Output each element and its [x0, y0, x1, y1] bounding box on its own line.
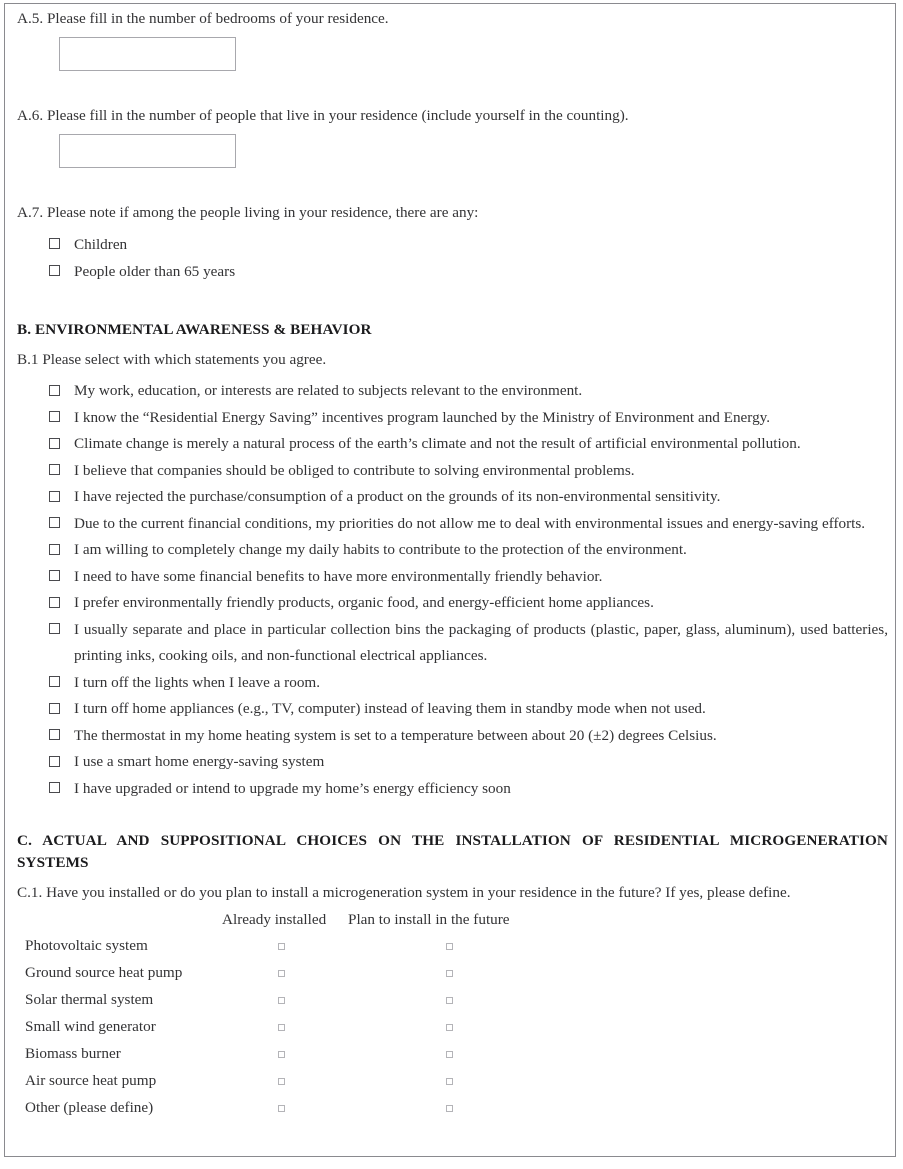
column-header-already-installed: Already installed	[222, 911, 327, 928]
row-label: Biomass burner	[25, 1045, 121, 1062]
spacer	[17, 223, 888, 231]
list-item[interactable]	[17, 776, 888, 803]
checkbox-icon-plan-to-install[interactable]	[446, 1051, 453, 1058]
checkbox-icon[interactable]	[49, 517, 60, 528]
checkbox-icon-plan-to-install[interactable]	[446, 1024, 453, 1031]
checkbox-icon[interactable]	[49, 676, 60, 687]
spacer	[17, 903, 888, 911]
household-size-input[interactable]	[59, 134, 236, 168]
list-item[interactable]	[17, 537, 888, 564]
spacer	[17, 71, 888, 105]
checkbox-icon-plan-to-install[interactable]	[446, 970, 453, 977]
option-label: Children	[74, 236, 128, 253]
row-label: Air source heat pump	[25, 1072, 157, 1089]
list-item[interactable]	[17, 511, 888, 538]
checkbox-icon[interactable]	[49, 238, 60, 249]
section-b-heading: B. ENVIRONMENTAL AWARENESS & BEHAVIOR	[17, 321, 372, 338]
list-item[interactable]	[17, 590, 888, 617]
row-label: Photovoltaic system	[25, 937, 148, 954]
statement-text: I turn off the lights when I leave a room.	[74, 673, 321, 691]
spacer	[17, 285, 888, 319]
spacer	[17, 29, 888, 37]
checkbox-icon[interactable]	[49, 464, 60, 475]
checkbox-icon[interactable]	[49, 782, 60, 793]
statement-text: The thermostat in my home heating system is set to a temperature between about 20 (±2) degrees Celsius.	[74, 726, 717, 744]
statement-text: I prefer environmentally friendly products, organic food, and energy-efficient home appliances.	[74, 594, 654, 611]
b1-statement-list	[17, 378, 888, 802]
checkbox-icon-already-installed[interactable]	[278, 997, 285, 1004]
table-row	[17, 989, 888, 1016]
statement-text: I turn off home appliances (e.g., TV, computer) instead of leaving them in standby mode when not used.	[74, 700, 706, 717]
checkbox-icon[interactable]	[49, 265, 60, 276]
bedrooms-input[interactable]	[59, 37, 236, 71]
column-header-plan-to-install: Plan to install in the future	[348, 911, 510, 928]
row-label: Ground source heat pump	[25, 964, 183, 981]
checkbox-icon[interactable]	[49, 623, 60, 634]
table-row	[17, 962, 888, 989]
list-item[interactable]	[17, 405, 888, 432]
list-item[interactable]	[17, 723, 888, 750]
checkbox-icon[interactable]	[49, 544, 60, 555]
checkbox-icon-plan-to-install[interactable]	[446, 997, 453, 1004]
statement-text: I have upgraded or intend to upgrade my home’s energy efficiency soon	[74, 779, 511, 797]
spacer	[17, 126, 888, 134]
checkbox-icon[interactable]	[49, 597, 60, 608]
checkbox-icon-plan-to-install[interactable]	[446, 1105, 453, 1112]
checkbox-option-children[interactable]	[17, 231, 888, 258]
question-a6-label: A.6. Please fill in the number of people that live in your residence (include yourself in the counting).	[17, 107, 629, 124]
question-b1-label: B.1 Please select with which statements you agree.	[17, 351, 327, 368]
list-item[interactable]	[17, 670, 888, 697]
question-a7-label: A.7. Please note if among the people living in your residence, there are any:	[17, 204, 479, 221]
matrix-column-headers	[17, 911, 888, 935]
spacer	[17, 168, 888, 202]
checkbox-icon-already-installed[interactable]	[278, 943, 285, 950]
checkbox-icon-already-installed[interactable]	[278, 1105, 285, 1112]
checkbox-icon-already-installed[interactable]	[278, 1078, 285, 1085]
spacer	[17, 874, 888, 882]
list-item[interactable]	[17, 431, 888, 458]
row-label: Solar thermal system	[25, 991, 154, 1008]
list-item[interactable]	[17, 617, 888, 670]
list-item[interactable]	[17, 378, 888, 405]
statement-text: I believe that companies should be obliged to contribute to solving environmental problems.	[74, 461, 635, 479]
statement-text: I use a smart home energy-saving system	[74, 753, 325, 770]
list-item[interactable]	[17, 696, 888, 723]
list-item[interactable]	[17, 564, 888, 591]
checkbox-icon-already-installed[interactable]	[278, 970, 285, 977]
statement-text: I am willing to completely change my daily habits to contribute to the protection of the environment.	[74, 541, 687, 558]
option-label: People older than 65 years	[74, 263, 236, 280]
statement-text: My work, education, or interests are related to subjects relevant to the environment.	[74, 382, 583, 399]
checkbox-icon[interactable]	[49, 411, 60, 422]
checkbox-icon[interactable]	[49, 756, 60, 767]
statement-text: I need to have some financial benefits to have more environmentally friendly behavior.	[74, 567, 603, 585]
list-item[interactable]	[17, 458, 888, 485]
checkbox-icon-plan-to-install[interactable]	[446, 1078, 453, 1085]
spacer	[17, 370, 888, 378]
checkbox-icon-already-installed[interactable]	[278, 1024, 285, 1031]
row-label: Other (please define)	[25, 1099, 154, 1116]
checkbox-icon[interactable]	[49, 570, 60, 581]
statement-text: I usually separate and place in particular collection bins the packaging of products (plastic, paper, glass, aluminum), used batteries, printing inks, cooking oils, and non-functional electrical appliances.	[74, 620, 888, 664]
statement-text: I know the “Residential Energy Saving” incentives program launched by the Ministry of Environment and Energy.	[74, 408, 771, 426]
question-c1-label: C.1. Have you installed or do you plan to install a microgeneration system in your residence in the future? If yes, please define.	[17, 884, 791, 901]
row-label: Small wind generator	[25, 1018, 156, 1035]
statement-text: I have rejected the purchase/consumption of a product on the grounds of its non-environmental sensitivity.	[74, 488, 721, 505]
list-item[interactable]	[17, 749, 888, 776]
spacer	[17, 802, 888, 830]
statement-text: Climate change is merely a natural process of the earth’s climate and not the result of artificial environmental pollution.	[74, 435, 801, 452]
checkbox-icon-plan-to-install[interactable]	[446, 943, 453, 950]
checkbox-icon[interactable]	[49, 385, 60, 396]
table-row	[17, 1070, 888, 1097]
table-row	[17, 1016, 888, 1043]
checkbox-icon-already-installed[interactable]	[278, 1051, 285, 1058]
table-row	[17, 1043, 888, 1070]
table-row	[17, 1097, 888, 1124]
page-content	[17, 8, 888, 1124]
spacer	[17, 341, 888, 349]
section-c-heading: C. ACTUAL AND SUPPOSITIONAL CHOICES ON THE INSTALLATION OF RESIDENTIAL MICROGENERATION SYSTEMS	[17, 832, 888, 871]
statement-text: Due to the current financial conditions, my priorities do not allow me to deal with environmental issues and energy-saving efforts.	[74, 514, 866, 532]
checkbox-icon[interactable]	[49, 438, 60, 449]
list-item[interactable]	[17, 484, 888, 511]
question-a5-label: A.5. Please fill in the number of bedrooms of your residence.	[17, 10, 389, 27]
checkbox-icon[interactable]	[49, 729, 60, 740]
checkbox-icon[interactable]	[49, 491, 60, 502]
table-row	[17, 935, 888, 962]
checkbox-icon[interactable]	[49, 703, 60, 714]
checkbox-option-elderly[interactable]	[17, 258, 888, 285]
